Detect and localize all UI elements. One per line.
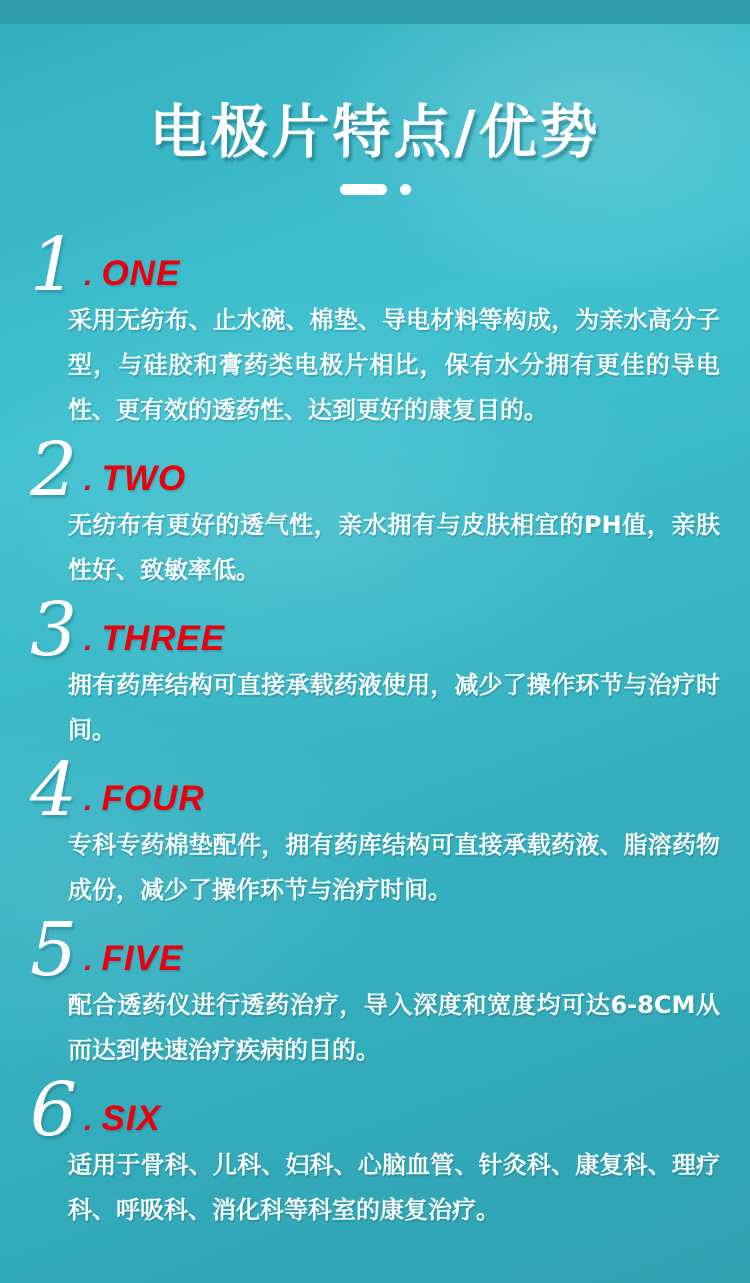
top-band — [0, 0, 750, 24]
section-number: 3 — [30, 587, 78, 673]
section-body: 无纺布有更好的透气性，亲水拥有与皮肤相宜的PH值，亲肤性好、致敏率低。 — [68, 511, 720, 584]
feature-heading — [30, 907, 720, 993]
section-number: 5 — [30, 907, 78, 993]
page-title: 电极片特点/优势 — [149, 98, 601, 166]
feature-section — [30, 747, 720, 913]
section-label: FIVE — [101, 939, 184, 978]
title-divider — [0, 183, 750, 195]
feature-heading — [30, 747, 720, 833]
section-label: SIX — [101, 1099, 161, 1138]
heading-dot: . — [84, 784, 93, 817]
heading-dot: . — [84, 1104, 93, 1137]
section-body: 采用无纺布、止水碗、棉垫、导电材料等构成，为亲水高分子型，与硅胶和膏药类电极片相比，保有水分拥有更佳的导电性、更有效的透药性、达到更好的康复目的。 — [68, 306, 720, 424]
section-label: FOUR — [101, 779, 205, 818]
heading-dot: . — [84, 624, 93, 657]
feature-list — [0, 195, 750, 1233]
section-label: TWO — [101, 459, 187, 498]
section-label: ONE — [101, 254, 181, 293]
feature-section — [30, 907, 720, 1073]
section-body: 拥有药库结构可直接承载药液使用，减少了操作环节与治疗时间。 — [68, 671, 720, 744]
section-number: 4 — [30, 747, 78, 833]
feature-heading — [30, 1067, 720, 1153]
section-body: 配合透药仪进行透药治疗，导入深度和宽度均可达6-8CM从而达到快速治疗疾病的目的。 — [68, 991, 720, 1064]
feature-section — [30, 587, 720, 753]
section-number: 1 — [30, 222, 78, 308]
section-number: 2 — [30, 427, 78, 513]
section-body: 专科专药棉垫配件，拥有药库结构可直接承载药液、脂溶药物成份，减少了操作环节与治疗时间。 — [68, 831, 720, 904]
feature-heading — [30, 427, 720, 513]
section-body: 适用于骨科、儿科、妇科、心脑血管、针灸科、康复科、理疗科、呼吸科、消化科等科室的康复治疗。 — [68, 1151, 720, 1224]
heading-dot: . — [84, 259, 93, 292]
feature-heading — [30, 587, 720, 673]
section-number: 6 — [30, 1067, 78, 1153]
section-label: THREE — [101, 619, 226, 658]
feature-heading — [30, 222, 720, 308]
feature-section — [30, 222, 720, 433]
divider-dot-icon — [400, 184, 411, 195]
feature-section — [30, 427, 720, 593]
heading-dot: . — [84, 464, 93, 497]
divider-dash-icon — [340, 184, 387, 195]
heading-dot: . — [84, 944, 93, 977]
feature-section — [30, 1067, 720, 1233]
